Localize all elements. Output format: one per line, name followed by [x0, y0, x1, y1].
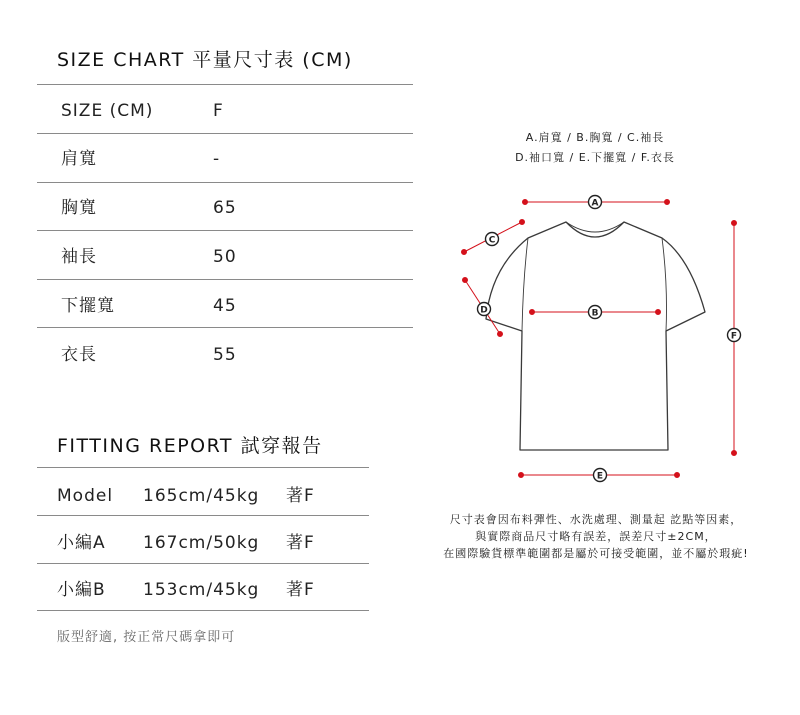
marker-d-label: D: [480, 305, 488, 316]
fitting-model: 小編A: [57, 533, 106, 553]
size-row-value: 55: [213, 345, 237, 365]
measure-point: [462, 250, 467, 255]
measure-point: [732, 451, 737, 456]
size-chart-title: SIZE CHART 平量尺寸表 (CM): [57, 49, 353, 71]
measure-point: [675, 473, 680, 478]
size-row-value: 65: [213, 198, 237, 218]
disclaimer-line: 在國際驗貨標準範圍都是屬於可接受範圍，並不屬於瑕疵!: [443, 547, 749, 560]
measure-point: [732, 221, 737, 226]
size-header-value: F: [213, 101, 224, 121]
size-row-label: 下擺寬: [61, 296, 115, 316]
marker-c-label: C: [488, 235, 496, 246]
measure-point: [498, 332, 503, 337]
measure-point: [463, 278, 468, 283]
measure-point: [523, 200, 528, 205]
size-row-label: 袖長: [61, 247, 97, 267]
size-row-label: 胸寬: [61, 198, 97, 218]
measurement-legend-line2: D.袖口寬 / E.下擺寬 / F.衣長: [515, 151, 675, 164]
fitting-size-worn: 著F: [286, 580, 315, 600]
marker-a-label: A: [591, 198, 599, 209]
size-row-value: -: [213, 149, 221, 169]
fitting-model: Model: [57, 486, 114, 506]
fitting-size-worn: 著F: [286, 533, 315, 553]
fitting-size-worn: 著F: [286, 486, 315, 506]
measure-point: [520, 220, 525, 225]
measure-point: [665, 200, 670, 205]
tshirt-outline: [486, 222, 705, 450]
measure-point: [530, 310, 535, 315]
measure-point: [656, 310, 661, 315]
size-row-label: 衣長: [61, 345, 97, 365]
measurement-legend-line1: A.肩寬 / B.胸寬 / C.袖長: [525, 131, 665, 144]
size-header-label: SIZE (CM): [61, 101, 154, 121]
fitting-report-title: FITTING REPORT 試穿報告: [57, 435, 323, 457]
tshirt-armhole-right: [662, 238, 667, 331]
marker-e-label: E: [596, 471, 604, 482]
disclaimer-line: 尺寸表會因布料彈性、水洗處理、測量起 訖點等因素，: [449, 513, 743, 526]
fitting-measure: 153cm/45kg: [143, 580, 260, 600]
fitting-measure: 165cm/45kg: [143, 486, 260, 506]
disclaimer: [410, 511, 782, 562]
size-row-label: 肩寬: [61, 149, 97, 169]
fitting-note: 版型舒適, 按正常尺碼拿即可: [57, 630, 236, 645]
marker-f-label: F: [730, 331, 738, 342]
marker-b-label: B: [591, 308, 599, 319]
tshirt-armhole-left: [522, 238, 528, 331]
size-row-value: 50: [213, 247, 237, 267]
disclaimer-line: 與實際商品尺寸略有誤差，誤差尺寸±2CM，: [475, 530, 717, 543]
fitting-measure: 167cm/50kg: [143, 533, 260, 553]
measure-point: [519, 473, 524, 478]
fitting-model: 小編B: [57, 580, 106, 600]
size-row-value: 45: [213, 296, 237, 316]
tshirt-collar: [566, 222, 624, 232]
